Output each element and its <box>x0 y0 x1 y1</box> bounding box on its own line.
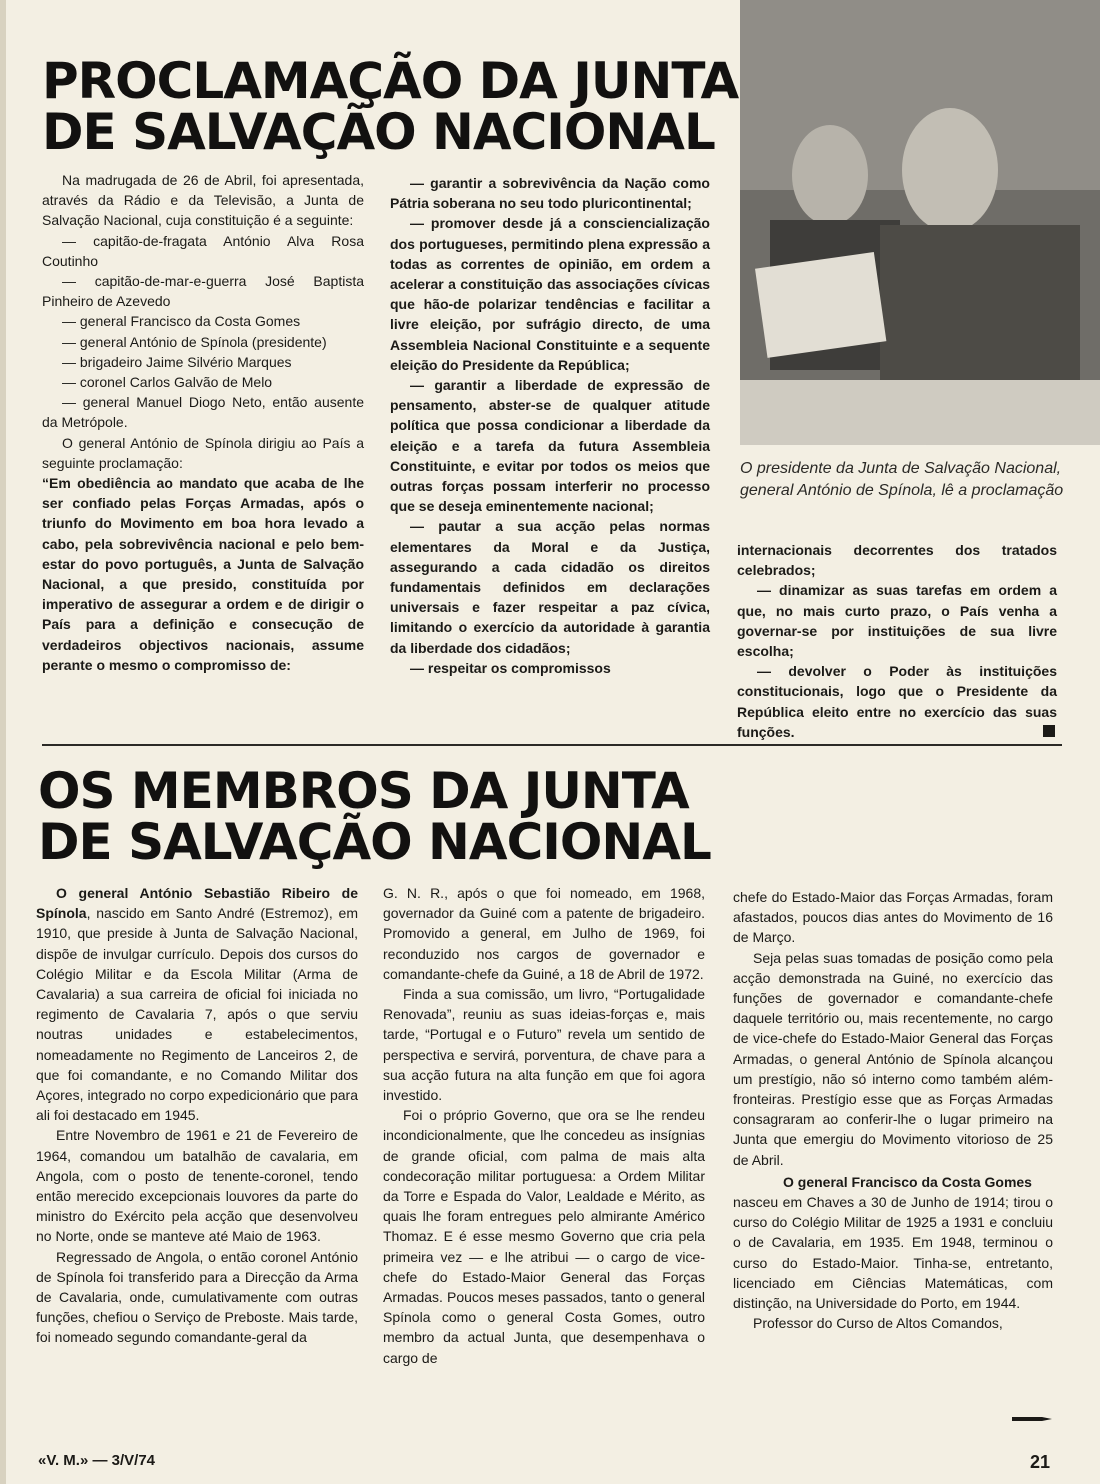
article2-column-1 <box>36 883 358 1348</box>
article2-title-line1: OS MEMBROS DA JUNTA <box>38 762 689 820</box>
article1-title <box>42 52 739 161</box>
proclamation-item: — garantir a sobrevivência da Nação como Pátria soberana no seu todo pluricontinental; <box>390 175 710 212</box>
paragraph: Seja pelas suas tomadas de posição como pela acção demonstrada na Guiné, no exercício das funções de governador e comandante-chefe daquele território ou, mais recentemente, no cargo de vice-chefe do Estado-Maior General das Forças Armadas, o general António de Spínola alcançou um prestígio, não só interno como também além-fronteiras. Prestígio esse que as Forças Armadas consagraram ao conferir-lhe o lugar primeiro na Junta que emergiu do Movimento vitorioso de 25 de Abril. <box>733 949 1053 1168</box>
lead-name-spinola: O general António Sebastião Ribeiro de Spínola <box>36 885 358 922</box>
continue-arrow-icon <box>1012 1413 1052 1425</box>
paragraph: Na madrugada de 26 de Abril, foi apresentada, através da Rádio e da Televisão, a Junta de Salvação Nacional, cuja constituição é a seguinte: <box>42 172 364 229</box>
article2-title-line2: DE SALVAÇÃO NACIONAL <box>38 813 711 871</box>
article1-column-2 <box>390 173 710 678</box>
paragraph: Regressado de Angola, o então coronel António de Spínola foi transferido para a Direcção da Arma de Cavalaria, onde, cumulativamente com outras funções, chefiou o Serviço de Preboste. Mais tarde, foi nomeado segundo comandante-geral da <box>36 1248 358 1346</box>
proclamation-item: — respeitar os compromissos <box>410 659 611 676</box>
proclamation-item: — promover desde já a consciencialização dos portugueses, permitindo plena expressão a todas as correntes de opinião, em ordem a acelerar a constituição das associações cívicas que hão-de polarizar tendências e facilitar a livre eleição, por sufrágio directo, de uma Assembleia Nacional Constituinte e a sequente eleição do Presidente da República; <box>390 215 710 373</box>
article2-column-2 <box>383 883 705 1368</box>
article1-column-1 <box>42 170 364 675</box>
member-item: — brigadeiro Jaime Silvério Marques <box>62 353 292 370</box>
photo-caption: O presidente da Junta de Salvação Nacional, general António de Spínola, lê a proclamação <box>740 460 1064 499</box>
article1-title-line2: DE SALVAÇÃO NACIONAL <box>42 103 715 161</box>
end-square-icon <box>1043 725 1055 737</box>
paragraph: Foi o próprio Governo, que ora se lhe rendeu incondicionalmente, que lhe concedeu as insígnias de grande oficial, com palma de mais alta condecoração militar portuguesa: a Ordem Militar da Torre e Espada do Valor, Lealdade e Mérito, as quais lhe foram entregues pelo almirante Américo Thomaz. E é esse mesmo Governo que cria pela primeira vez — e lhe atribui — o cargo de vice-chefe do Estado-Maior General das Forças Armadas. Poucos meses passados, tanto o general Spínola como o general Costa Gomes, outro membro da actual Junta, que desempenhava o cargo de <box>383 1107 705 1366</box>
page-number: 21 <box>1030 1452 1051 1472</box>
proclamation-item: internacionais decorrentes dos tratados celebrados; <box>737 542 1057 579</box>
lead-name-costa-gomes: O general Francisco da Costa Gomes <box>783 1173 1032 1190</box>
member-item: — capitão-de-fragata António Alva Rosa Coutinho <box>42 232 364 269</box>
paragraph: Entre Novembro de 1961 e 21 de Fevereiro de 1964, comandou um batalhão de cavalaria, em Angola, com o posto de tenente-coronel, tendo então merecido excepcionais louvores da parte do ministro do Exército pela acção que desenvolveu no Norte, onde se manteve até Maio de 1963. <box>36 1127 358 1245</box>
article2-column-3 <box>733 887 1053 1333</box>
paragraph: G. N. R., após o que foi nomeado, em 1968, governador da Guiné com a patente de brigadeiro. Promovido a general, em Julho de 1969, foi reconduzido nos cargos de governador e comandante-chefe da Guiné, a 18 de Abril de 1972. <box>383 885 705 982</box>
page-gutter <box>0 0 6 1484</box>
paragraph: nasceu em Chaves a 30 de Junho de 1914; tirou o curso do Colégio Militar de 1925 a 1931 e concluiu o de Cavalaria, em 1935. Em 1948, terminou o curso do Estado-Maior. Tinha-se, entretanto, licenciado em Ciências Matemáticas, com distinção, na Universidade do Porto, em 1944. <box>733 1194 1053 1312</box>
proclamation-item: — dinamizar as suas tarefas em ordem a que, no mais curto prazo, o País venha a governar-se por instituições de sua livre escolha; <box>737 582 1057 660</box>
member-item: — capitão-de-mar-e-guerra José Baptista Pinheiro de Azevedo <box>42 273 364 310</box>
footer-issue: «V. M.» — 3/V/74 <box>38 1452 156 1469</box>
proclamation-quote: “Em obediência ao mandato que acaba de lhe ser confiado pelas Forças Armadas, após o triunfo do Movimento em boa hora levado a cabo, pela sobrevivência nacional e pelo bem-estar do povo português, a Junta de Salvação Nacional, a que presido, constituída por imperativo de assegurar a ordem e de dirigir o País para a definição e consecução de verdadeiros objectivos nacionais, assume perante o mesmo o compromisso de: <box>42 475 364 673</box>
paragraph: Professor do Curso de Altos Comandos, <box>753 1315 1003 1332</box>
member-item: — general António de Spínola (presidente) <box>62 333 327 350</box>
proclamation-item: — garantir a liberdade de expressão de pensamento, abster-se de qualquer atitude política que possa condicionar a liberdade da eleição e a tarefa da futura Assembleia Constituinte, e evitar por todos os meios que outras forças possam interferir no processo que se deseja eminentemente nacional; <box>390 377 710 515</box>
member-item: — coronel Carlos Galvão de Melo <box>62 374 273 391</box>
paragraph: O general António de Spínola dirigiu ao País a seguinte proclamação: <box>42 434 364 471</box>
proclamation-item: — devolver o Poder às instituições constitucionais, logo que o Presidente da República eleito entre no exercício das suas funções. <box>737 663 1057 740</box>
article1-column-3 <box>737 540 1057 742</box>
paragraph: Finda a sua comissão, um livro, “Portugalidade Renovada”, reuniu as suas ideias-forças e, mais tarde, “Portugal e o Futuro” revela um sentido de perspectiva e servirá, porventura, de chave para a sua acção futura na alta função em que foi agora investido. <box>383 986 705 1104</box>
paragraph: , nascido em Santo André (Estremoz), em 1910, que preside à Junta de Salvação Nacional, dispõe de invulgar currículo. Depois dos cursos do Colégio Militar e da Escola Militar (Arma de Cavalaria) a sua carreira de oficial foi iniciada no regimento de Cavalaria 7, após o que serviu noutras unidades e estabelecimentos, nomeadamente no Regimento de Lanceiros 2, de que foi comandante, e no Comando Militar dos Açores, integrado no corpo expedicionário que para ali foi destacado em 1945. <box>36 905 358 1124</box>
member-item: — general Manuel Diogo Neto, então ausente da Metrópole. <box>42 394 364 431</box>
section-divider <box>42 744 1062 746</box>
article1-title-line1: PROCLAMAÇÃO DA JUNTA <box>42 52 739 110</box>
member-item: — general Francisco da Costa Gomes <box>62 313 301 330</box>
paragraph: chefe do Estado-Maior das Forças Armadas, foram afastados, poucos dias antes do Movimento de 16 de Março. <box>733 889 1053 946</box>
junta-photo <box>740 0 1100 445</box>
proclamation-item: — pautar a sua acção pelas normas elementares da Moral e da Justiça, assegurando a cada cidadão os direitos fundamentais definidos em declarações universais e fazer respeitar a paz cívica, limitando o exercício da autoridade à garantia da liberdade dos cidadãos; <box>390 518 710 656</box>
article2-title <box>38 762 711 871</box>
